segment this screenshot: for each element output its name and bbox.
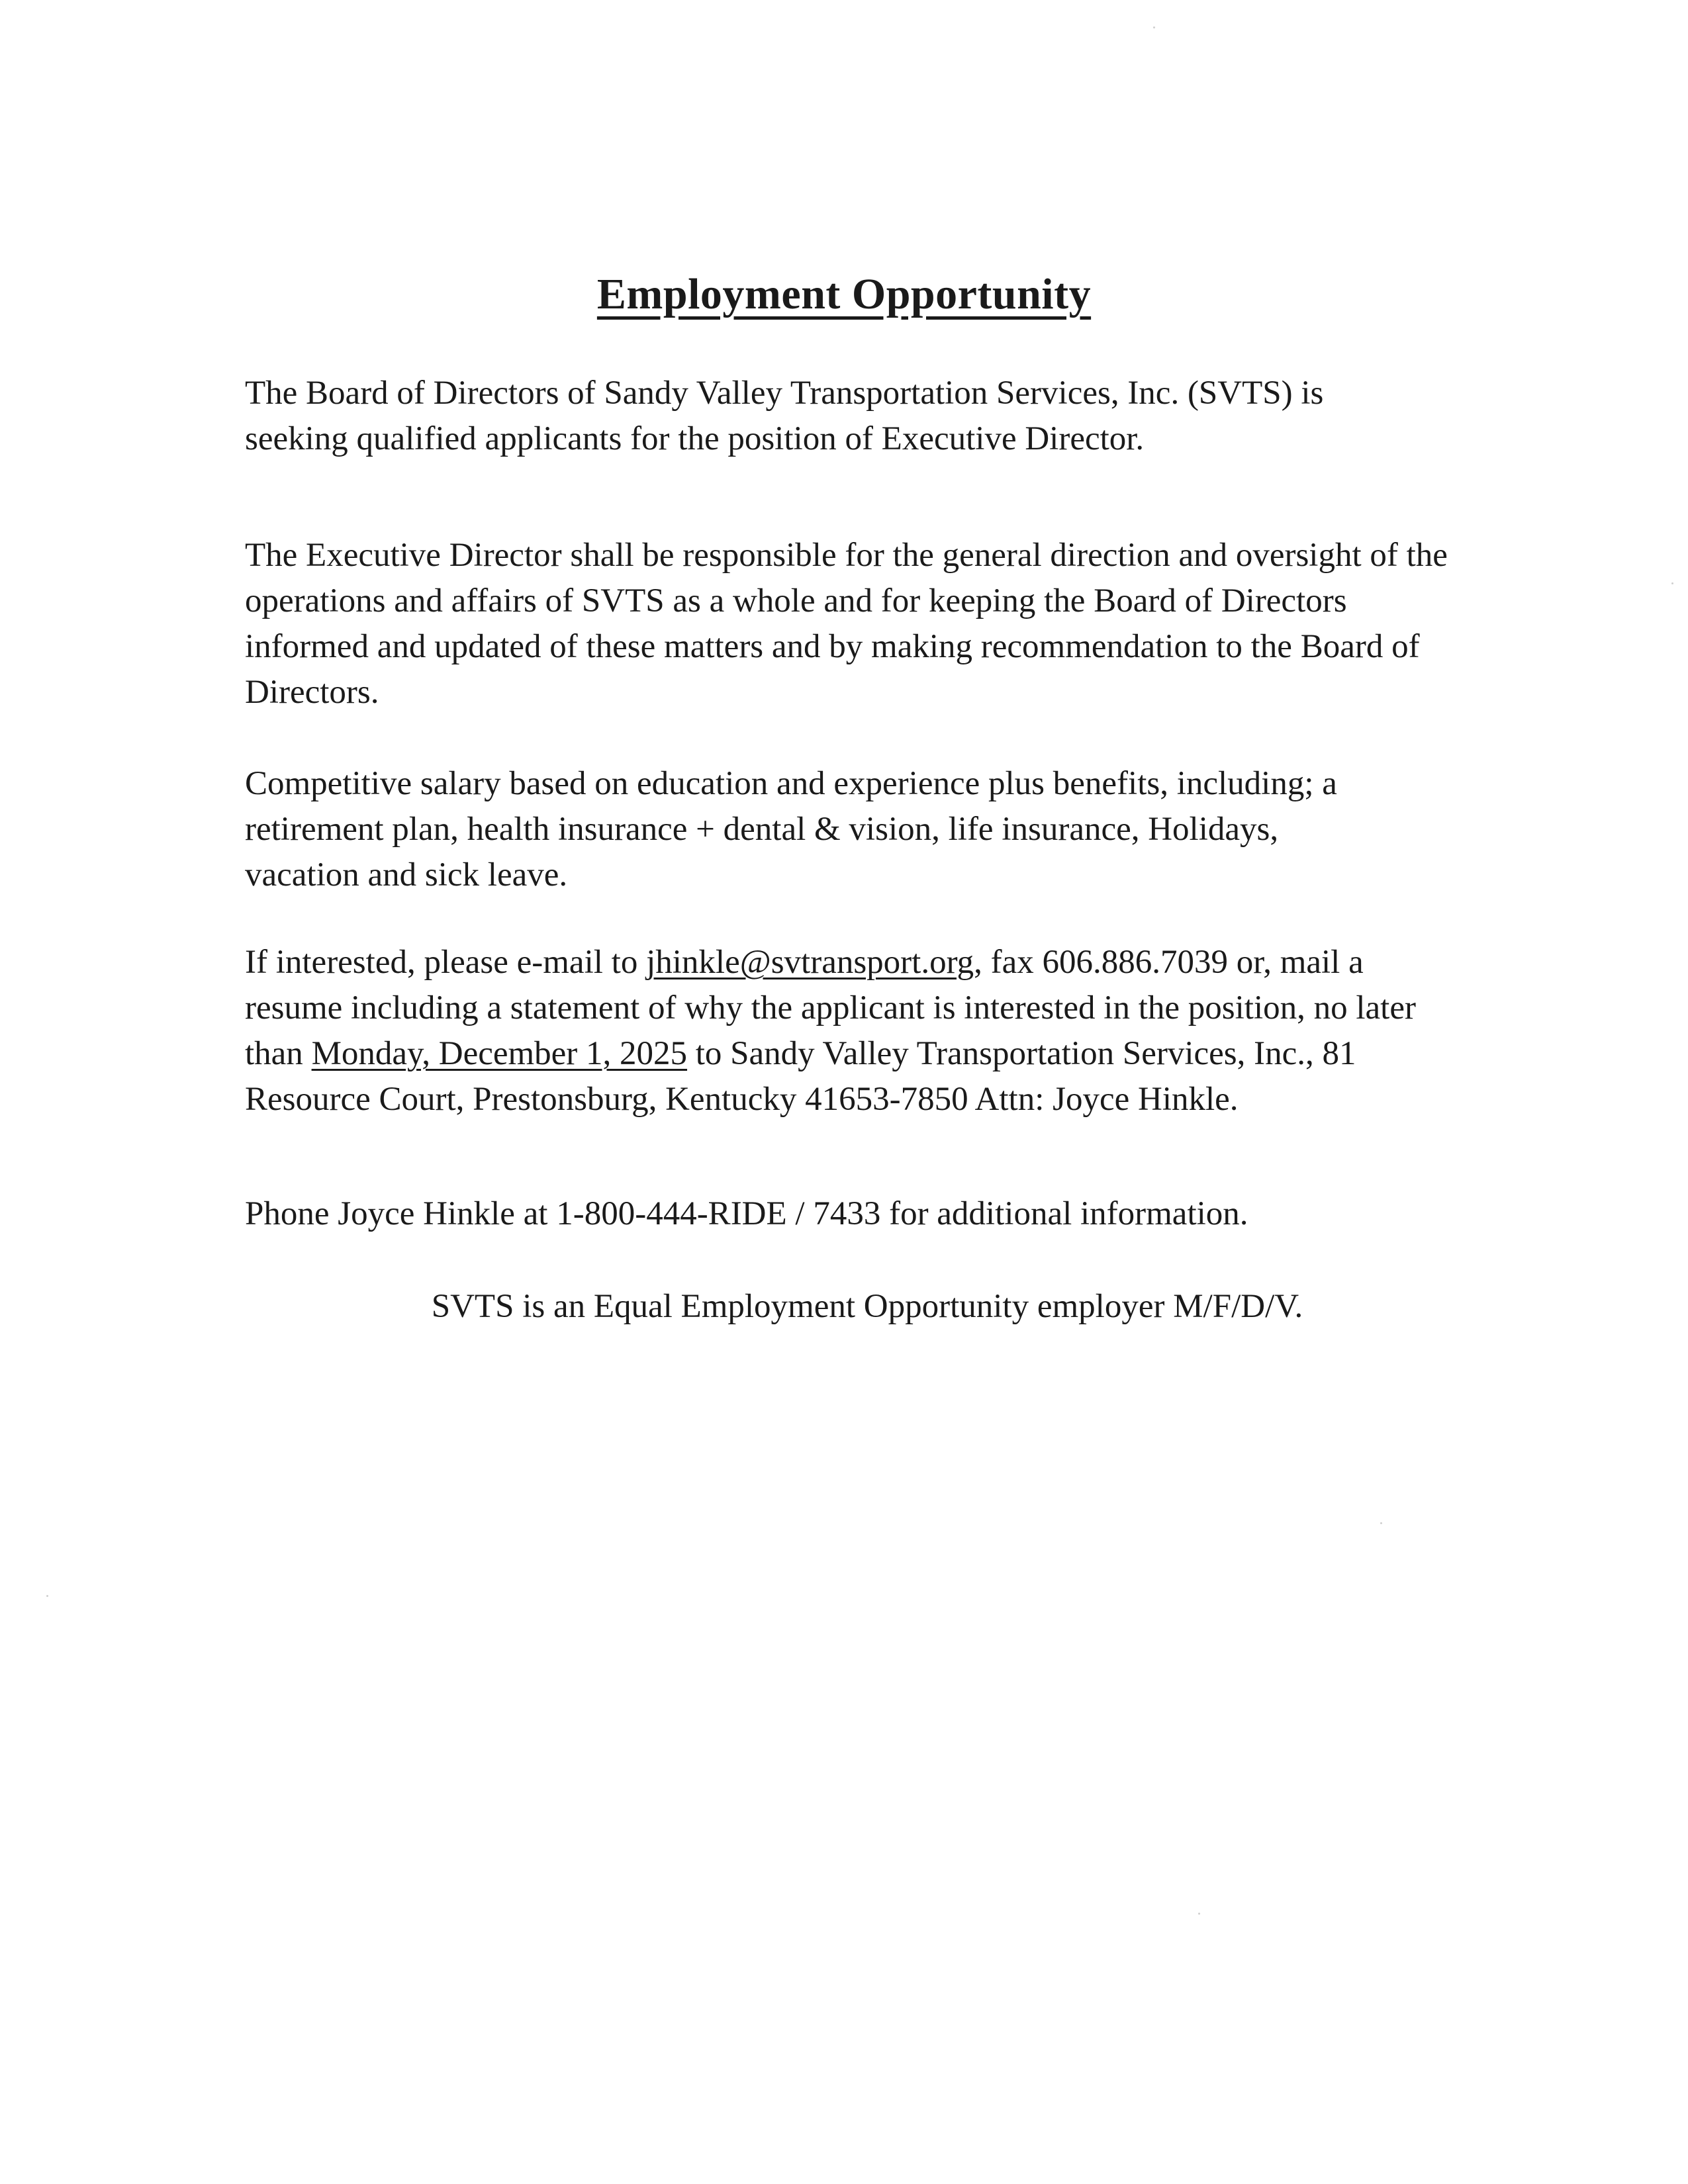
mailing-address: to Sandy Valley Transportation Services, Inc., 81 Resource Court, Prestonsburg, Kentucky 41653-7850 Attn: Joyce Hinkle. bbox=[245, 1035, 1356, 1118]
paragraph-application-instructions bbox=[245, 940, 1456, 1122]
paragraph-benefits: Competitive salary based on education and experience plus benefits, including; a retirement plan, health insurance + dental & vision, life insurance, Holidays, vacation and sick leave. bbox=[245, 765, 1337, 893]
scan-speck bbox=[1198, 1913, 1200, 1915]
title-text: Employment Opportunity bbox=[596, 270, 1092, 318]
paragraph-position-announcement: The Board of Directors of Sandy Valley Transportation Services, Inc. (SVTS) is seeking qualified applicants for the position of Executive Director. bbox=[245, 375, 1324, 457]
email-link[interactable]: jhinkle@svtransport.org bbox=[646, 944, 974, 981]
application-deadline: Monday, December 1, 2025 bbox=[311, 1035, 688, 1072]
scan-speck bbox=[1671, 582, 1673, 584]
scan-speck bbox=[1380, 1522, 1382, 1524]
eeo-statement: SVTS is an Equal Employment Opportunity employer M/F/D/V. bbox=[431, 1288, 1303, 1325]
scan-speck bbox=[46, 1595, 48, 1597]
page-title bbox=[0, 268, 1688, 321]
contact-fax-mail: , fax 606.886.7039 or, mail a resume including a statement of why the applicant is interested in the position, no later than bbox=[245, 944, 1416, 1072]
contact-intro: If interested, please e-mail to bbox=[245, 944, 647, 981]
scan-speck bbox=[1153, 26, 1155, 28]
paragraph-responsibilities: The Executive Director shall be responsible for the general direction and oversight of the operations and affairs of SVTS as a whole and for keeping the Board of Directors informed and updated of these matters and by making recommendation to the Board of Directors. bbox=[245, 537, 1448, 711]
phone-contact-line: Phone Joyce Hinkle at 1-800-444-RIDE / 7433 for additional information. bbox=[245, 1195, 1248, 1232]
